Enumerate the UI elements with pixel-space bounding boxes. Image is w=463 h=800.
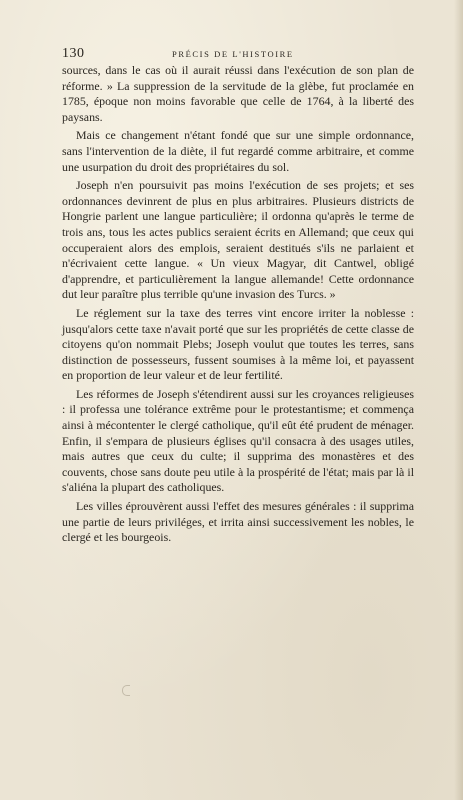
paragraph-6: Les villes éprouvèrent aussi l'effet des mesures générales : il supprima une partie de leurs priviléges, et irrita ainsi successivement les nobles, le clergé et les bourgeois. [62,499,414,545]
page-number: 130 [62,46,85,61]
paragraph-1: sources, dans le cas où il aurait réussi dans l'exécution de son plan de réforme. » La suppression de la servitude de la glèbe, fut proclamée en 1785, époque non moins favorable que celle de 1764, à la liberté des paysans. [62,63,414,124]
ink-mark [122,685,130,696]
page-header [62,46,414,62]
body-text [62,63,414,546]
page-edge-shadow [454,0,463,800]
paragraph-3: Joseph n'en poursuivit pas moins l'exécution de ses projets; et ses ordonnances devinrent de plus en plus arbitraires. Plusieurs districts de Hongrie parlent une langue particulière; il ordonna qu'après le terme de trois ans, tous les actes publics seraient écrits en Allemand; que ceux qui occuperaient alors des emplois, seraient destitués s'ils ne parlaient et n'écrivaient cette langue. « Un vieux Magyar, dit Cantwel, obligé d'apprendre, et particulièrement la langue allemande! Cette ordonnance dut leur paraître plus terrible qu'une invasion des Turcs. » [62,178,414,302]
running-head: PRÉCIS DE L'HISTOIRE [172,49,294,59]
paragraph-2: Mais ce changement n'étant fondé que sur une simple ordonnance, sans l'intervention de la diète, il fut regardé comme arbitraire, et comme une usurpation du droit des propriétaires du sol. [62,128,414,174]
paragraph-5: Les réformes de Joseph s'étendirent aussi sur les croyances religieuses : il professa une tolérance extrême pour le protestantisme; et commença ainsi à mécontenter le clergé catholique, qu'il eût été prudent de ménager. Enfin, il s'empara de plusieurs églises qu'il consacra à des usages utiles, mais autres que ceux du culte; il supprima des monastères et des couvents, chose sans doute peu utile à la prospérité de l'état; mais par là il s'aliéna la plupart des catholiques. [62,386,414,495]
paragraph-4: Le réglement sur la taxe des terres vint encore irriter la noblesse : jusqu'alors cette taxe n'avait porté que sur les propriétés de cette classe de citoyens qu'on nommait Plebs; Joseph voulut que toutes les terres, sans distinction de possesseurs, fussent soumises à la même loi, et payassent en proportion de leur valeur et de leur fertilité. [62,305,414,383]
